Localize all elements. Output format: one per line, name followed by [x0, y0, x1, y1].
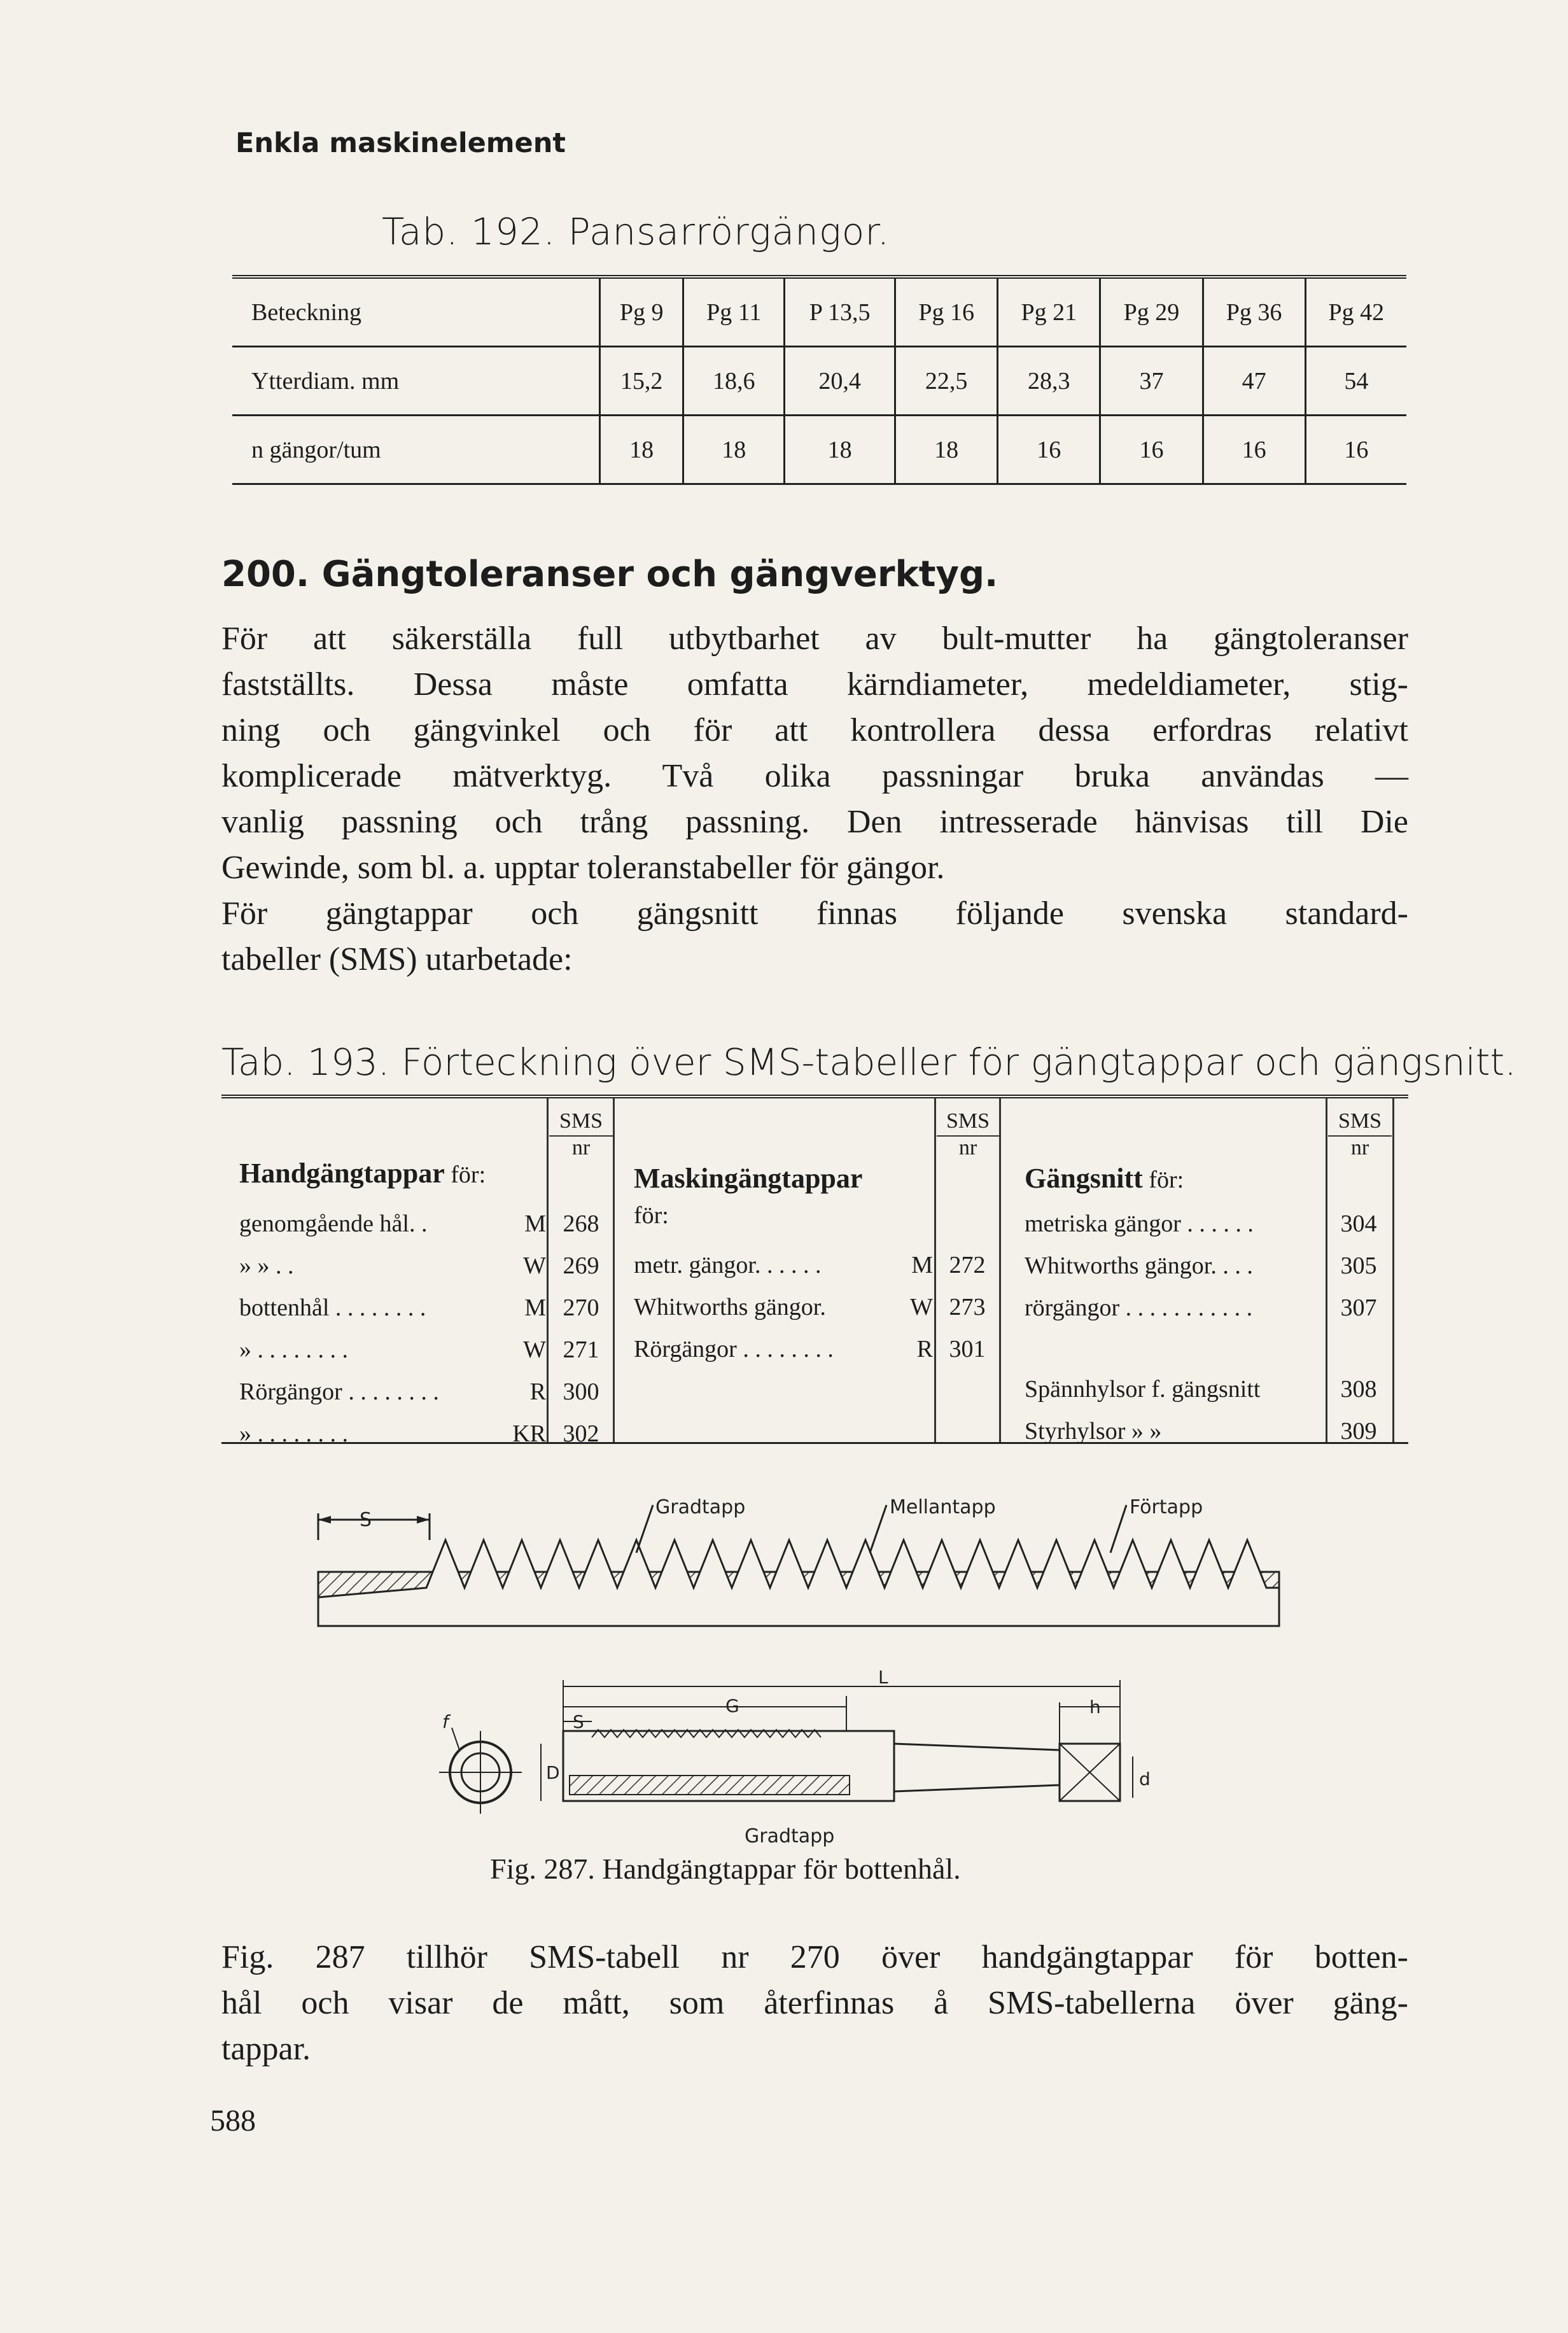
table-193: [221, 1095, 1408, 1447]
table-cell: Pg 29: [1100, 277, 1203, 347]
text-line: För gängtappar och gängsnitt finnas följande svenska standard-: [221, 895, 1408, 932]
table-cell: 18: [785, 416, 895, 484]
text-line: vanlig passning och trång passning. Den intresserade hänvisas till Die: [221, 804, 1408, 840]
row-label: rörgängor . . . . . . . . . . .: [1025, 1294, 1253, 1321]
table-cell: Pg 16: [895, 277, 998, 347]
fig-label: Förtapp: [1130, 1496, 1203, 1518]
text-line: Gewinde, som bl. a. upptar toleranstabeller för gängor.: [221, 850, 945, 886]
sms-header: SMS nr: [549, 1110, 613, 1159]
thread-type: R: [916, 1336, 933, 1363]
table-cell: 18,6: [683, 347, 785, 416]
figure-287: [312, 1476, 1305, 1858]
table-row: [232, 416, 1406, 484]
running-head: Enkla maskinelement: [235, 127, 566, 159]
table-192-title: Tab. 192. Pansarrörgängor.: [382, 210, 890, 253]
table-cell: 16: [1100, 416, 1203, 484]
table-cell: 16: [1305, 416, 1406, 484]
thread-type: M: [911, 1252, 933, 1279]
fig-label: D: [546, 1762, 560, 1783]
row-label: » . . . . . . . .: [239, 1420, 348, 1447]
sms-number: 309: [1340, 1418, 1377, 1445]
row-label: Spännhylsor f. gängsnitt: [1025, 1376, 1261, 1403]
row-label: metr. gängor. . . . . .: [634, 1252, 822, 1279]
table-cell: 54: [1305, 347, 1406, 416]
fig-label: Gradtapp: [655, 1496, 746, 1518]
text-line: Fig. 287 tillhör SMS-tabell nr 270 över handgängtappar för botten-: [221, 1939, 1408, 1975]
table-cell: 47: [1203, 347, 1305, 416]
table-cell: 15,2: [600, 347, 683, 416]
fig-label: f: [442, 1711, 449, 1732]
table-cell: Pg 36: [1203, 277, 1305, 347]
table-cell: Pg 42: [1305, 277, 1406, 347]
row-label: Whitworths gängor.: [634, 1294, 826, 1321]
paragraph-1: [221, 616, 1408, 891]
row-label: » » . .: [239, 1252, 294, 1279]
table-row: [232, 347, 1406, 416]
table-cell: 18: [895, 416, 998, 484]
fig-label: S: [360, 1509, 372, 1531]
row-label: Ytterdiam. mm: [232, 347, 600, 416]
table-cell: P 13,5: [785, 277, 895, 347]
table-row: [232, 277, 1406, 347]
row-label: Rörgängor . . . . . . . .: [634, 1336, 834, 1363]
sms-header: SMS nr: [1328, 1110, 1392, 1159]
text-line: ning och gängvinkel och för att kontrollera dessa erfordras relativt: [221, 712, 1408, 748]
sms-number: 272: [949, 1252, 986, 1279]
sms-number: 268: [563, 1210, 599, 1237]
row-label: Rörgängor . . . . . . . .: [239, 1378, 439, 1405]
col2-heading-suffix: för:: [634, 1202, 669, 1229]
fig-label: S: [573, 1711, 584, 1732]
thread-type: M: [524, 1294, 546, 1321]
row-label: » . . . . . . . .: [239, 1336, 348, 1363]
fig-label: d: [1139, 1769, 1151, 1790]
sms-number: 301: [949, 1336, 986, 1363]
thread-type: W: [523, 1252, 546, 1279]
table-cell: 22,5: [895, 347, 998, 416]
text-line: fastställts. Dessa måste omfatta kärndiameter, medeldiameter, stig-: [221, 666, 1408, 703]
text-line: För att säkerställa full utbytbarhet av bult-mutter ha gängtoleranser: [221, 620, 1408, 657]
sms-number: 269: [563, 1252, 599, 1279]
thread-profile: [318, 1505, 1279, 1626]
table-cell: Pg 11: [683, 277, 785, 347]
sms-number: 270: [563, 1294, 599, 1321]
fig-label: Mellantapp: [890, 1496, 996, 1518]
thread-type: W: [523, 1336, 546, 1363]
thread-type: R: [529, 1378, 546, 1405]
page-number: 588: [210, 2104, 256, 2138]
table-cell: Pg 9: [600, 277, 683, 347]
sms-number: 302: [563, 1420, 599, 1447]
row-label: Whitworths gängor. . . .: [1025, 1252, 1253, 1279]
sms-number: 271: [563, 1336, 599, 1363]
thread-type: M: [524, 1210, 546, 1237]
text-line: hål och visar de mått, som återfinnas å SMS-tabellerna över gäng-: [221, 1985, 1408, 2021]
col2-heading: Maskingängtappar: [634, 1163, 863, 1194]
row-label: genomgående hål. .: [239, 1210, 428, 1237]
text-line: komplicerade mätverktyg. Två olika passningar bruka användas —: [221, 758, 1408, 794]
paragraph-2: [221, 891, 1408, 983]
thread-type: W: [910, 1294, 933, 1321]
table-cell: 20,4: [785, 347, 895, 416]
sms-number: 300: [563, 1378, 599, 1405]
table-cell: 16: [1203, 416, 1305, 484]
sms-number: 273: [949, 1294, 986, 1321]
table-cell: 37: [1100, 347, 1203, 416]
fig-label: L: [878, 1667, 888, 1688]
fig-label: h: [1089, 1697, 1101, 1718]
col1-heading: Handgängtappar för:: [239, 1158, 486, 1189]
section-heading: 200. Gängtoleranser och gängverktyg.: [221, 554, 998, 595]
text-line: tabeller (SMS) utarbetade:: [221, 941, 573, 977]
col3-heading: Gängsnitt för:: [1025, 1163, 1184, 1194]
row-label: bottenhål . . . . . . . .: [239, 1294, 426, 1321]
table-192: [232, 275, 1406, 485]
figure-caption: Fig. 287. Handgängtappar för bottenhål.: [490, 1853, 961, 1885]
paragraph-3: [221, 1935, 1408, 2072]
sms-number: 308: [1340, 1376, 1377, 1403]
text-line: tappar.: [221, 2031, 311, 2067]
table-cell: 18: [683, 416, 785, 484]
row-label: Styrhylsor » »: [1025, 1418, 1162, 1445]
sms-header: SMS nr: [937, 1110, 999, 1159]
table-cell: 18: [600, 416, 683, 484]
fig-label: G: [725, 1695, 739, 1716]
table-193-title: Tab. 193. Förteckning över SMS-tabeller för gängtappar och gängsnitt.: [221, 1040, 1516, 1084]
row-label: Beteckning: [251, 298, 362, 326]
sms-number: 305: [1340, 1252, 1377, 1279]
tap-side-view: [541, 1680, 1133, 1801]
row-label: metriska gängor . . . . . .: [1025, 1210, 1254, 1237]
table-cell: 28,3: [998, 347, 1100, 416]
sms-number: 304: [1340, 1210, 1377, 1237]
sms-number: 307: [1340, 1294, 1377, 1321]
tap-end-view: [439, 1728, 522, 1814]
fig-label: Gradtapp: [745, 1825, 835, 1847]
table-cell: Pg 21: [998, 277, 1100, 347]
table-cell: 16: [998, 416, 1100, 484]
row-label: n gängor/tum: [232, 416, 600, 484]
thread-type: KR: [512, 1420, 546, 1447]
